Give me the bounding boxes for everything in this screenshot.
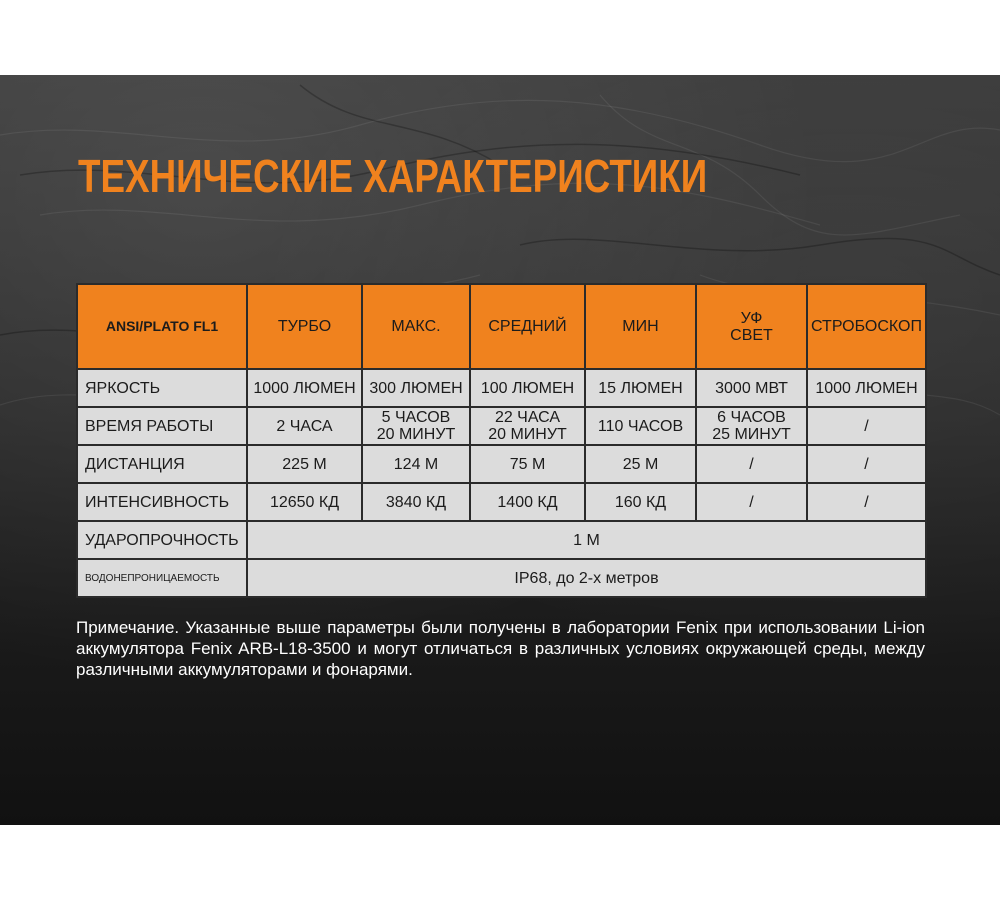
table-cell: 124 М: [362, 445, 470, 483]
row-label: ВОДОНЕПРОНИЦАЕМОСТЬ: [77, 559, 247, 597]
table-cell: 22 ЧАСА 20 МИНУТ: [470, 407, 585, 445]
header-cell: ANSI/PLATO FL1: [77, 284, 247, 369]
table-cell: 6 ЧАСОВ 25 МИНУТ: [696, 407, 807, 445]
table-cell: 3000 МВТ: [696, 369, 807, 407]
page-title: ТЕХНИЧЕСКИЕ ХАРАКТЕРИСТИКИ: [78, 150, 708, 202]
spec-table: [76, 283, 927, 598]
table-cell: /: [807, 407, 926, 445]
table-row: [77, 483, 926, 521]
table-header-row: [77, 284, 926, 369]
table-cell: 25 М: [585, 445, 696, 483]
table-cell: 5 ЧАСОВ 20 МИНУТ: [362, 407, 470, 445]
row-label: УДАРОПРОЧНОСТЬ: [77, 521, 247, 559]
table-cell: 110 ЧАСОВ: [585, 407, 696, 445]
table-cell: 1400 КД: [470, 483, 585, 521]
row-label: ЯРКОСТЬ: [77, 369, 247, 407]
row-label: ИНТЕНСИВНОСТЬ: [77, 483, 247, 521]
table-cell: 100 ЛЮМЕН: [470, 369, 585, 407]
row-label: ВРЕМЯ РАБОТЫ: [77, 407, 247, 445]
table-cell: 15 ЛЮМЕН: [585, 369, 696, 407]
table-cell: 160 КД: [585, 483, 696, 521]
header-cell: МИН: [585, 284, 696, 369]
table-cell: 3840 КД: [362, 483, 470, 521]
table-cell: 1 М: [247, 521, 926, 559]
table-cell: /: [696, 445, 807, 483]
spec-panel: [0, 75, 1000, 825]
table-cell: /: [696, 483, 807, 521]
table-row: [77, 559, 926, 597]
table-cell: 75 М: [470, 445, 585, 483]
table-cell: 2 ЧАСА: [247, 407, 362, 445]
table-cell: 1000 ЛЮМЕН: [807, 369, 926, 407]
table-cell: 1000 ЛЮМЕН: [247, 369, 362, 407]
header-cell: СРЕДНИЙ: [470, 284, 585, 369]
table-cell: 12650 КД: [247, 483, 362, 521]
table-cell: /: [807, 445, 926, 483]
header-cell: СТРОБОСКОП: [807, 284, 926, 369]
table-row: [77, 407, 926, 445]
table-row: [77, 369, 926, 407]
table-cell: 300 ЛЮМЕН: [362, 369, 470, 407]
table-cell: /: [807, 483, 926, 521]
header-cell: МАКС.: [362, 284, 470, 369]
header-cell: ТУРБО: [247, 284, 362, 369]
table-row: [77, 445, 926, 483]
footnote: Примечание. Указанные выше параметры были получены в лаборатории Fenix при использовании Li-ion аккумулятора Fenix ARB-L18-3500 и могут отличаться в различных условиях окружающей среды, между различными аккумуляторами и фонарями.: [76, 618, 925, 679]
header-cell: УФ СВЕТ: [696, 284, 807, 369]
table-row: [77, 521, 926, 559]
row-label: ДИСТАНЦИЯ: [77, 445, 247, 483]
table-cell: 225 М: [247, 445, 362, 483]
table-cell: IP68, до 2-х метров: [247, 559, 926, 597]
